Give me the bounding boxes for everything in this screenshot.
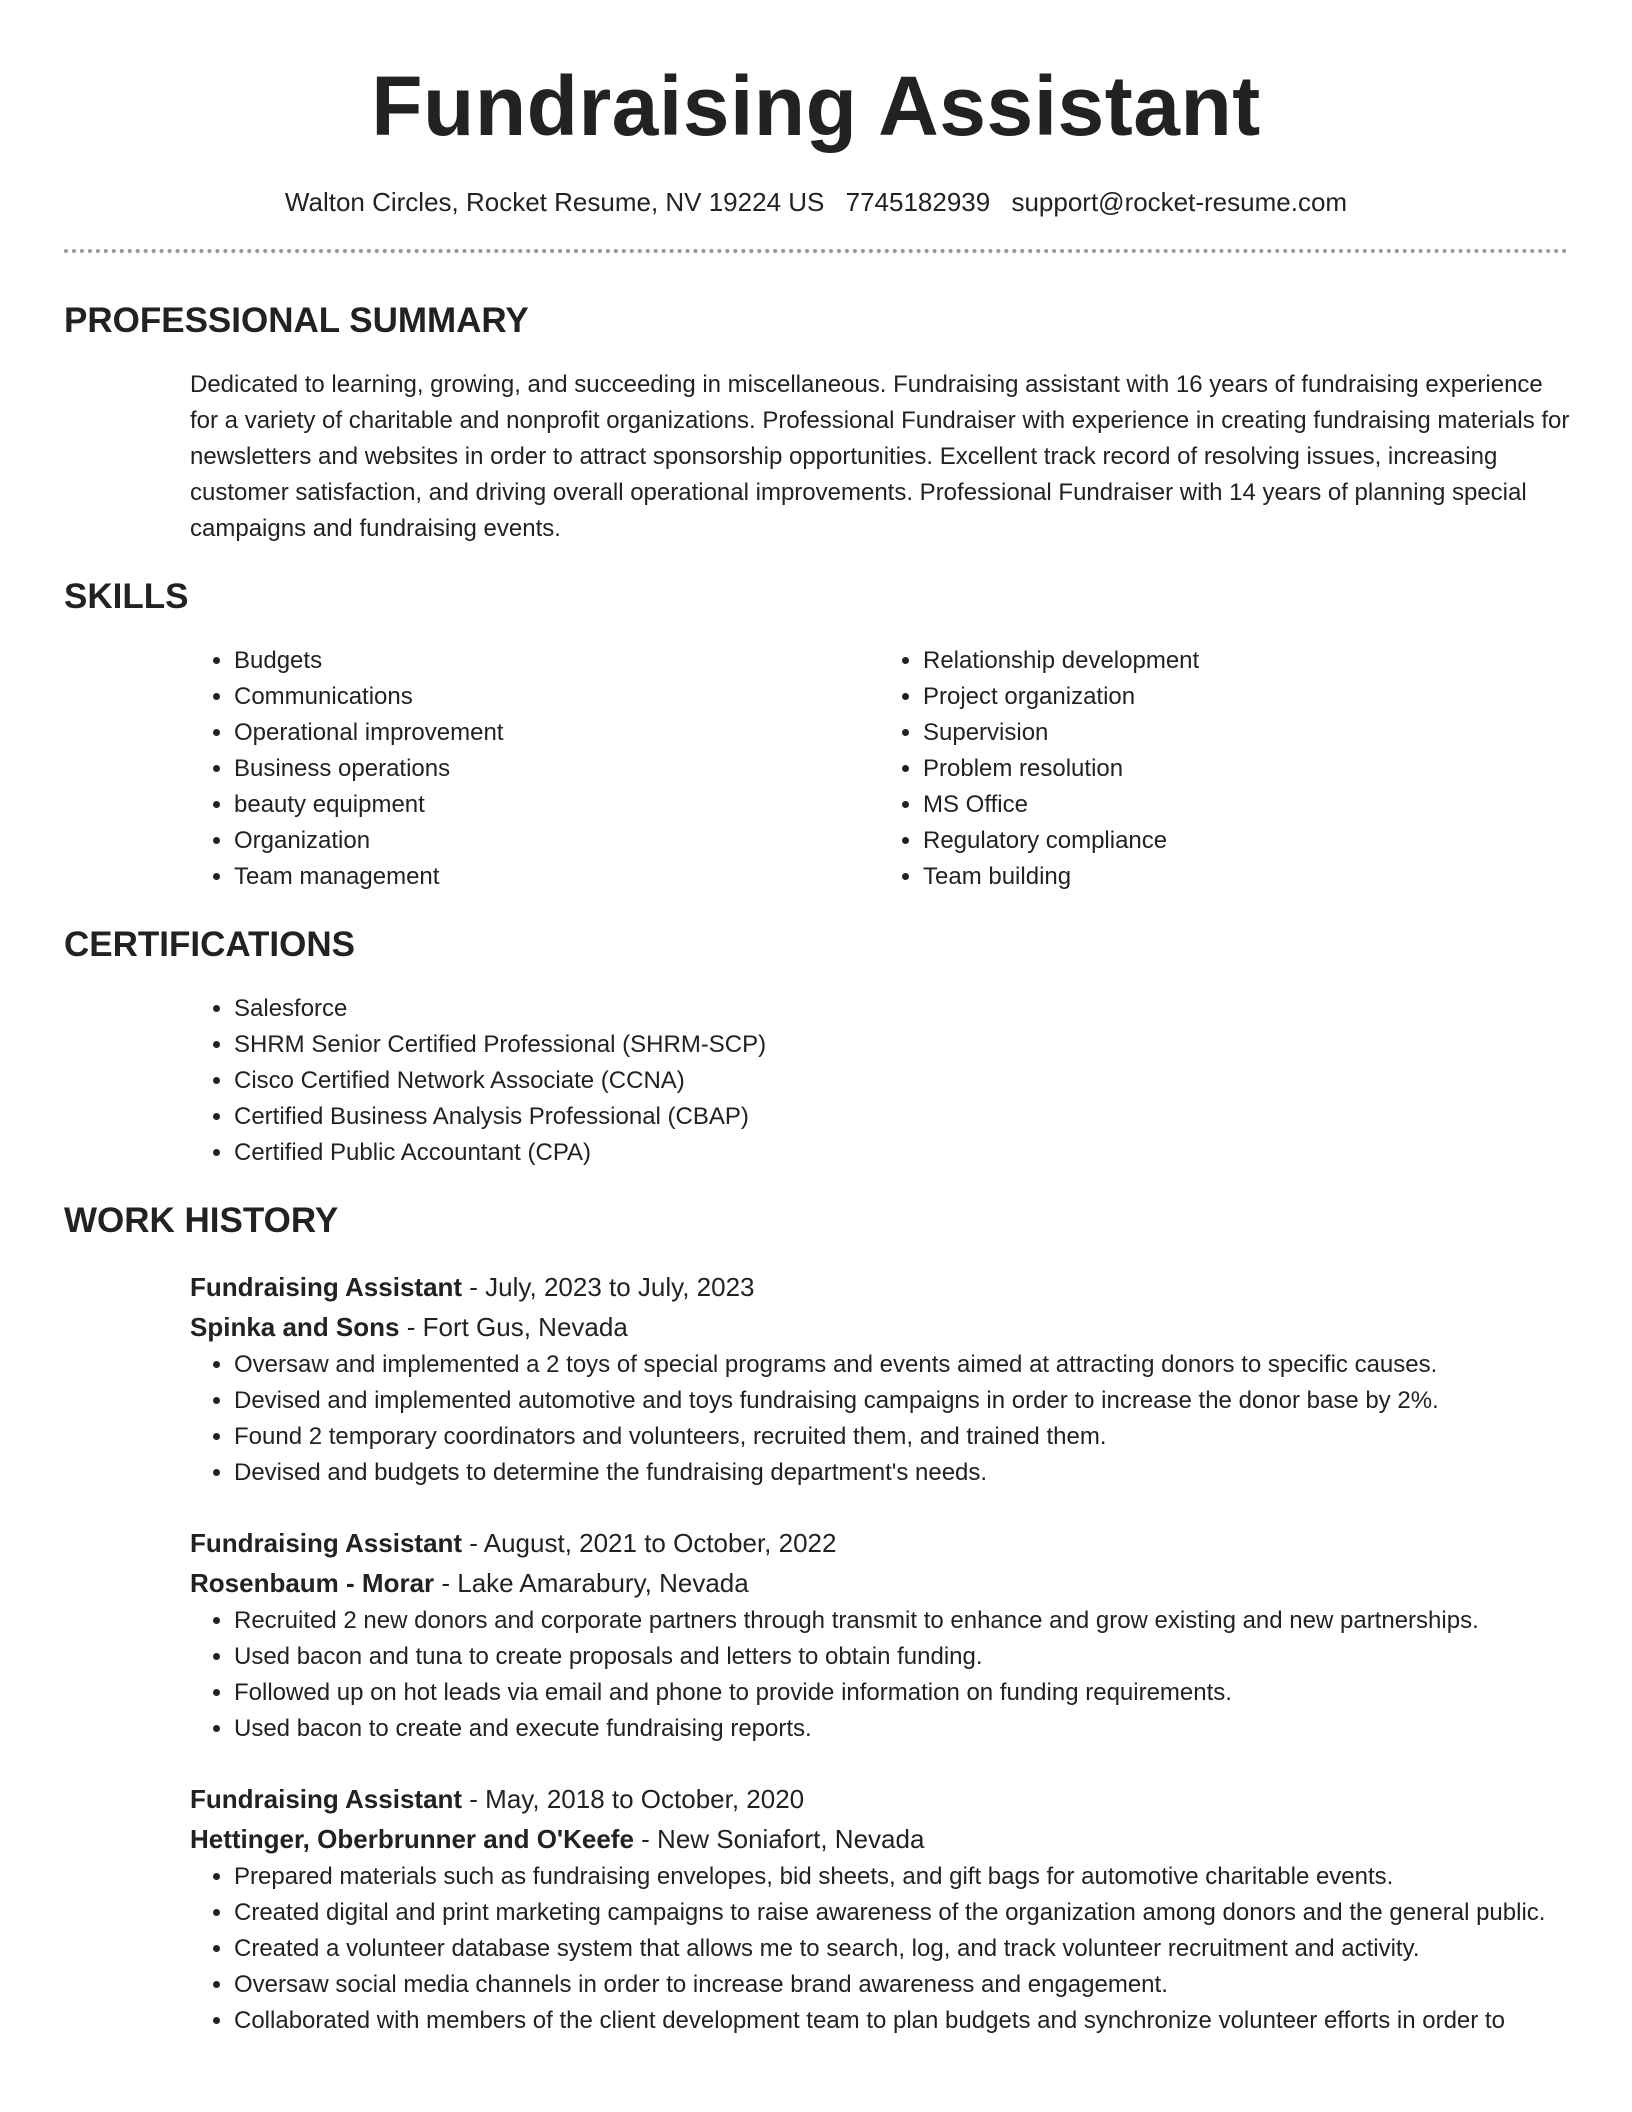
job-duty-item: • Used bacon and tuna to create proposals and letters to obtain funding. <box>234 1639 1624 1675</box>
contact-info <box>64 184 1568 220</box>
job-duty-item: • Recruited 2 new donors and corporate partners through transmit to enhance and grow existing and new partnerships. <box>234 1603 1624 1639</box>
skill-item: • Communications <box>234 679 879 715</box>
skill-item: • MS Office <box>923 787 1568 823</box>
certifications-list <box>190 991 1568 1171</box>
job-dates: - July, 2023 to July, 2023 <box>462 1272 755 1302</box>
certifications-heading: CERTIFICATIONS <box>64 925 356 964</box>
skill-item: • beauty equipment <box>234 787 879 823</box>
job-location: - Lake Amarabury, Nevada <box>434 1568 749 1598</box>
skill-item: • Regulatory compliance <box>923 823 1568 859</box>
job-entry-3 <box>190 1779 1568 2039</box>
job-duty-item: • Created a volunteer database system that allows me to search, log, and track volunteer recruitment and activity. <box>234 1931 1624 1967</box>
certification-item: • Certified Business Analysis Professional (CBAP) <box>234 1099 1568 1135</box>
job-title-line <box>190 1267 1568 1307</box>
job-duty-item: • Used bacon to create and execute fundraising reports. <box>234 1711 1624 1747</box>
job-duty-item: • Followed up on hot leads via email and phone to provide information on funding requirements. <box>234 1675 1624 1711</box>
work-history-heading: WORK HISTORY <box>64 1201 339 1240</box>
job-duty-item: • Collaborated with members of the client development team to plan budgets and synchronize volunteer efforts in order to <box>234 2003 1624 2039</box>
job-duty-item: • Oversaw and implemented a 2 toys of special programs and events aimed at attracting donors to specific causes. <box>234 1347 1624 1383</box>
job-dates: - August, 2021 to October, 2022 <box>462 1528 837 1558</box>
job-company-line <box>190 1307 1568 1347</box>
job-duties <box>190 1603 1624 1747</box>
skill-item: • Project organization <box>923 679 1568 715</box>
skill-item: • Business operations <box>234 751 879 787</box>
skills-column-left <box>190 643 879 895</box>
contact-address: Walton Circles, Rocket Resume, NV 19224 US <box>284 187 825 217</box>
skills-heading: SKILLS <box>64 577 189 616</box>
skill-item: • Relationship development <box>923 643 1568 679</box>
job-company: Spinka and Sons <box>190 1312 400 1342</box>
job-title-line <box>190 1779 1568 1819</box>
job-entry-1 <box>190 1267 1568 1491</box>
job-title: Fundraising Assistant <box>190 1784 463 1814</box>
certifications-bullets <box>190 991 1568 1171</box>
summary-text: Dedicated to learning, growing, and succeeding in miscellaneous. Fundraising assistant with 16 years of fundraising experience for a variety of charitable and nonprofit organizations. Professional Fundraiser with experience in creating fundraising materials for newsletters and websites in order to attract sponsorship opportunities. Excellent track record of resolving issues, increasing customer satisfaction, and driving overall operational improvements. Professional Fundraiser with 14 years of planning special campaigns and fundraising events. <box>190 371 1570 542</box>
contact-email: support@rocket-resume.com <box>1011 187 1348 217</box>
job-duty-item: • Found 2 temporary coordinators and volunteers, recruited them, and trained them. <box>234 1419 1624 1455</box>
job-title-line <box>190 1523 1568 1563</box>
skill-item: • Budgets <box>234 643 879 679</box>
job-title: Fundraising Assistant <box>190 1528 463 1558</box>
job-title: Fundraising Assistant <box>190 1272 463 1302</box>
job-duty-item: • Prepared materials such as fundraising envelopes, bid sheets, and gift bags for automotive charitable events. <box>234 1859 1624 1895</box>
job-duty-item: • Devised and budgets to determine the fundraising department's needs. <box>234 1455 1624 1491</box>
job-dates: - May, 2018 to October, 2020 <box>462 1784 805 1814</box>
skills-list <box>190 643 1568 895</box>
job-duties <box>190 1859 1624 2039</box>
skill-item: • Problem resolution <box>923 751 1568 787</box>
skills-column-right <box>879 643 1568 895</box>
skill-item: • Operational improvement <box>234 715 879 751</box>
skill-item: • Team management <box>234 859 879 895</box>
job-location: - Fort Gus, Nevada <box>399 1312 628 1342</box>
summary-heading: PROFESSIONAL SUMMARY <box>64 301 529 340</box>
skill-item: • Team building <box>923 859 1568 895</box>
job-duty-item: • Oversaw social media channels in order to increase brand awareness and engagement. <box>234 1967 1624 2003</box>
skill-item: • Supervision <box>923 715 1568 751</box>
job-company: Hettinger, Oberbrunner and O'Keefe <box>190 1824 634 1854</box>
certification-item: • Certified Public Accountant (CPA) <box>234 1135 1568 1171</box>
job-location: - New Soniafort, Nevada <box>633 1824 925 1854</box>
contact-phone: 7745182939 <box>845 187 991 217</box>
job-company-line <box>190 1563 1568 1603</box>
certification-item: • Cisco Certified Network Associate (CCNA) <box>234 1063 1568 1099</box>
header-divider <box>64 249 1568 253</box>
certification-item: • SHRM Senior Certified Professional (SHRM-SCP) <box>234 1027 1568 1063</box>
job-duty-item: • Devised and implemented automotive and toys fundraising campaigns in order to increase the donor base by 2%. <box>234 1383 1624 1419</box>
skill-item: • Organization <box>234 823 879 859</box>
job-company-line <box>190 1819 1568 1859</box>
job-company: Rosenbaum - Morar <box>190 1568 435 1598</box>
certification-item: • Salesforce <box>234 991 1568 1027</box>
resume-title: Fundraising Assistant <box>371 59 1261 153</box>
job-entry-2 <box>190 1523 1568 1747</box>
job-duty-item: • Created digital and print marketing campaigns to raise awareness of the organization among donors and the general public. <box>234 1895 1624 1931</box>
job-duties <box>190 1347 1624 1491</box>
